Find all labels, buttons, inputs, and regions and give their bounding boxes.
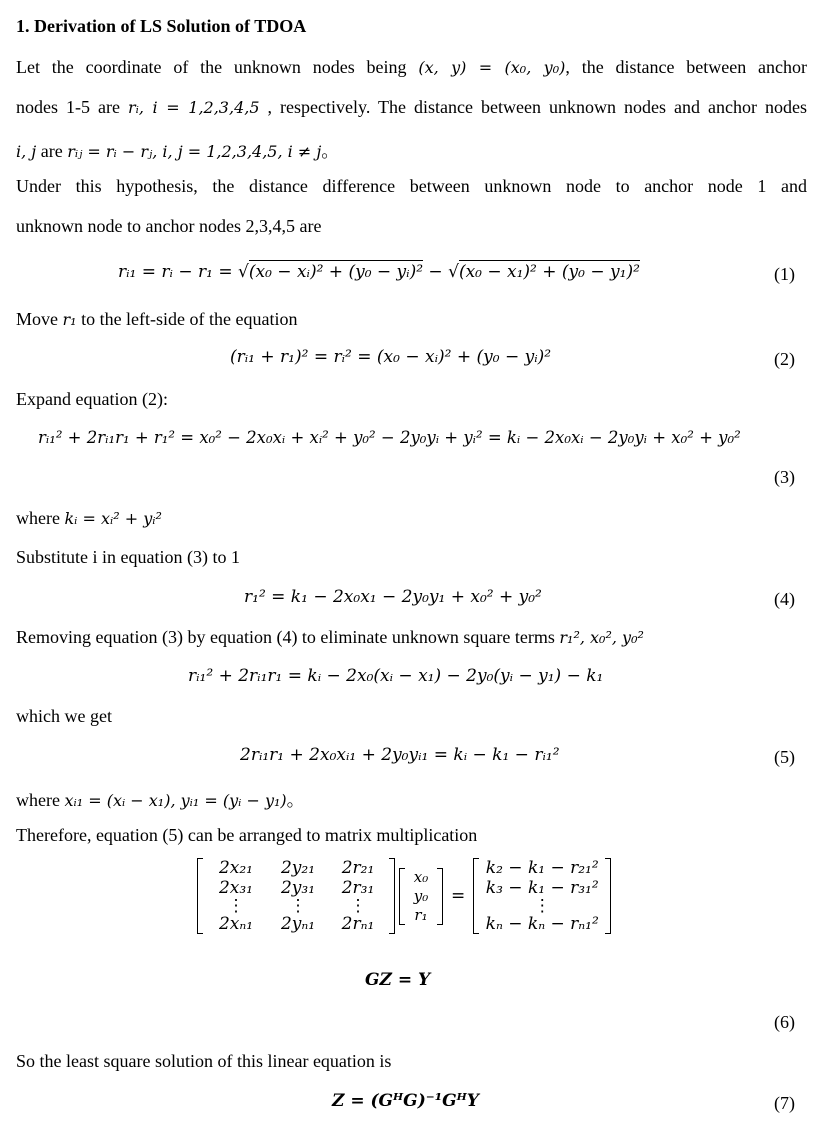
vector-Z-grid bbox=[405, 868, 437, 925]
paragraph-2-line-2: unknown node to anchor nodes 2,3,4,5 are bbox=[16, 216, 322, 236]
matrix-cell: 2rₙ₁ bbox=[341, 914, 375, 934]
vector-cell: kₙ − kₙ − rₙ₁² bbox=[485, 914, 599, 934]
vertical-ellipsis-icon: ⋮ bbox=[349, 896, 367, 916]
matrix-cell: 2r₂₁ bbox=[341, 858, 375, 878]
math-inline: rᵢ, i = 1,2,3,4,5 bbox=[128, 98, 260, 117]
matrix-cell: 2x₃₁ bbox=[218, 878, 254, 898]
equation-7: Z = (GᴴG)⁻¹GᴴY bbox=[332, 1091, 479, 1111]
paragraph-11: So the least square solution of this linear equation is bbox=[16, 1051, 392, 1071]
matrix-cell: 2y₃₁ bbox=[280, 878, 316, 898]
section-title: 1. Derivation of LS Solution of TDOA bbox=[16, 16, 307, 36]
right-bracket-icon bbox=[437, 868, 443, 925]
paragraph-2-line-1: Under this hypothesis, the distance difference between unknown node to anchor node 1 and bbox=[16, 176, 807, 196]
vector-Y-grid bbox=[479, 858, 605, 934]
sqrt-icon: √ bbox=[238, 262, 249, 282]
math-inline: (x, y) = (x₀, y₀) bbox=[418, 58, 566, 77]
vector-cell: k₃ − k₁ − r₃₁² bbox=[485, 878, 599, 898]
math-inline: r₁², x₀², y₀² bbox=[559, 628, 644, 647]
math-inline: kᵢ = xᵢ² + yᵢ² bbox=[64, 509, 162, 528]
matrix-cell: 2r₃₁ bbox=[341, 878, 375, 898]
equals-sign: = bbox=[451, 886, 466, 906]
vertical-ellipsis-icon: ⋮ bbox=[289, 896, 307, 916]
vertical-ellipsis-icon: ⋮ bbox=[533, 896, 551, 916]
math-inline: rᵢⱼ = rᵢ − rⱼ, i, j = 1,2,3,4,5, i ≠ j bbox=[67, 142, 322, 161]
matrix-G-grid bbox=[203, 858, 389, 934]
equation-intermediate: rᵢ₁² + 2rᵢ₁r₁ = kᵢ − 2x₀(xᵢ − x₁) − 2y₀(yᵢ − y₁) − k₁ bbox=[188, 666, 604, 686]
equation-number-2: (2) bbox=[774, 349, 795, 369]
text: where bbox=[16, 790, 65, 810]
math-inline: xᵢ₁ = (xᵢ − x₁), yᵢ₁ = (yᵢ − y₁) bbox=[64, 791, 287, 810]
equation-5: 2rᵢ₁r₁ + 2x₀xᵢ₁ + 2y₀yᵢ₁ = kᵢ − k₁ − rᵢ₁² bbox=[240, 745, 560, 765]
text: nodes 1-5 are bbox=[16, 97, 128, 117]
math-inline: r₁ bbox=[62, 310, 77, 329]
vertical-ellipsis-icon: ⋮ bbox=[227, 896, 245, 916]
matrix-cell: 2yₙ₁ bbox=[280, 914, 316, 934]
text: to the left-side of the equation bbox=[76, 309, 298, 329]
paragraph-1-line-3 bbox=[16, 137, 339, 163]
sqrt-icon: √ bbox=[448, 262, 459, 282]
paragraph-10: Therefore, equation (5) can be arranged to matrix multiplication bbox=[16, 825, 478, 845]
text: where bbox=[16, 508, 65, 528]
paragraph-3 bbox=[16, 309, 298, 330]
text: Let the coordinate of the unknown nodes being bbox=[16, 57, 419, 77]
equation-number-6: (6) bbox=[774, 1012, 795, 1032]
vector-cell: k₂ − k₁ − r₂₁² bbox=[485, 858, 599, 878]
text: 。 bbox=[321, 141, 340, 161]
math-inline: i, j bbox=[16, 142, 37, 161]
eq1-radicand-2: (x₀ − x₁)² + (y₀ − y₁)² bbox=[458, 262, 640, 282]
vector-Y bbox=[473, 858, 611, 934]
text: Move bbox=[16, 309, 63, 329]
right-bracket-icon bbox=[389, 858, 395, 934]
eq1-minus: − bbox=[423, 262, 449, 282]
equation-number-7: (7) bbox=[774, 1093, 795, 1113]
paragraph-8: which we get bbox=[16, 706, 112, 726]
vector-cell: x₀ bbox=[413, 867, 429, 886]
equation-2: (rᵢ₁ + r₁)² = rᵢ² = (x₀ − xᵢ)² + (y₀ − yᵢ)² bbox=[230, 347, 552, 367]
paragraph-1-line-1 bbox=[16, 57, 807, 78]
text: , the distance between anchor bbox=[565, 57, 808, 77]
equation-number-1: (1) bbox=[774, 264, 795, 284]
eq1-lhs: rᵢ₁ = rᵢ − r₁ = bbox=[118, 262, 239, 282]
right-bracket-icon bbox=[605, 858, 611, 934]
paragraph-5 bbox=[16, 508, 162, 529]
paragraph-6: Substitute i in equation (3) to 1 bbox=[16, 547, 240, 567]
text: , respectively. The distance between unknown nodes and anchor nodes bbox=[259, 97, 807, 117]
paragraph-7 bbox=[16, 627, 644, 648]
equation-6-compact: GZ = Y bbox=[365, 970, 431, 990]
equation-6-matrix bbox=[195, 858, 613, 934]
equation-3: rᵢ₁² + 2rᵢ₁r₁ + r₁² = x₀² − 2x₀xᵢ + xᵢ² + y₀² − 2y₀yᵢ + yᵢ² = kᵢ − 2x₀xᵢ − 2y₀yᵢ + x₀² + y₀² bbox=[38, 428, 741, 447]
vector-Z bbox=[399, 868, 443, 925]
matrix-cell: 2x₂₁ bbox=[218, 858, 254, 878]
matrix-G bbox=[197, 858, 395, 934]
text: Removing equation (3) by equation (4) to eliminate unknown square terms bbox=[16, 627, 560, 647]
equation-number-3: (3) bbox=[774, 467, 795, 487]
vector-cell: r₁ bbox=[414, 905, 428, 924]
eq1-radicand-1: (x₀ − xᵢ)² + (y₀ − yᵢ)² bbox=[248, 262, 424, 282]
equation-4: r₁² = k₁ − 2x₀x₁ − 2y₀y₁ + x₀² + y₀² bbox=[244, 587, 542, 607]
equation-number-4: (4) bbox=[774, 589, 795, 609]
equation-1 bbox=[118, 262, 640, 282]
paragraph-4: Expand equation (2): bbox=[16, 389, 168, 409]
text: are bbox=[36, 141, 68, 161]
vector-cell: y₀ bbox=[413, 886, 429, 905]
matrix-cell: 2y₂₁ bbox=[280, 858, 316, 878]
paragraph-9 bbox=[16, 786, 305, 812]
text: 。 bbox=[286, 790, 305, 810]
paragraph-1-line-2 bbox=[16, 97, 807, 118]
equation-number-5: (5) bbox=[774, 747, 795, 767]
matrix-cell: 2xₙ₁ bbox=[218, 914, 254, 934]
